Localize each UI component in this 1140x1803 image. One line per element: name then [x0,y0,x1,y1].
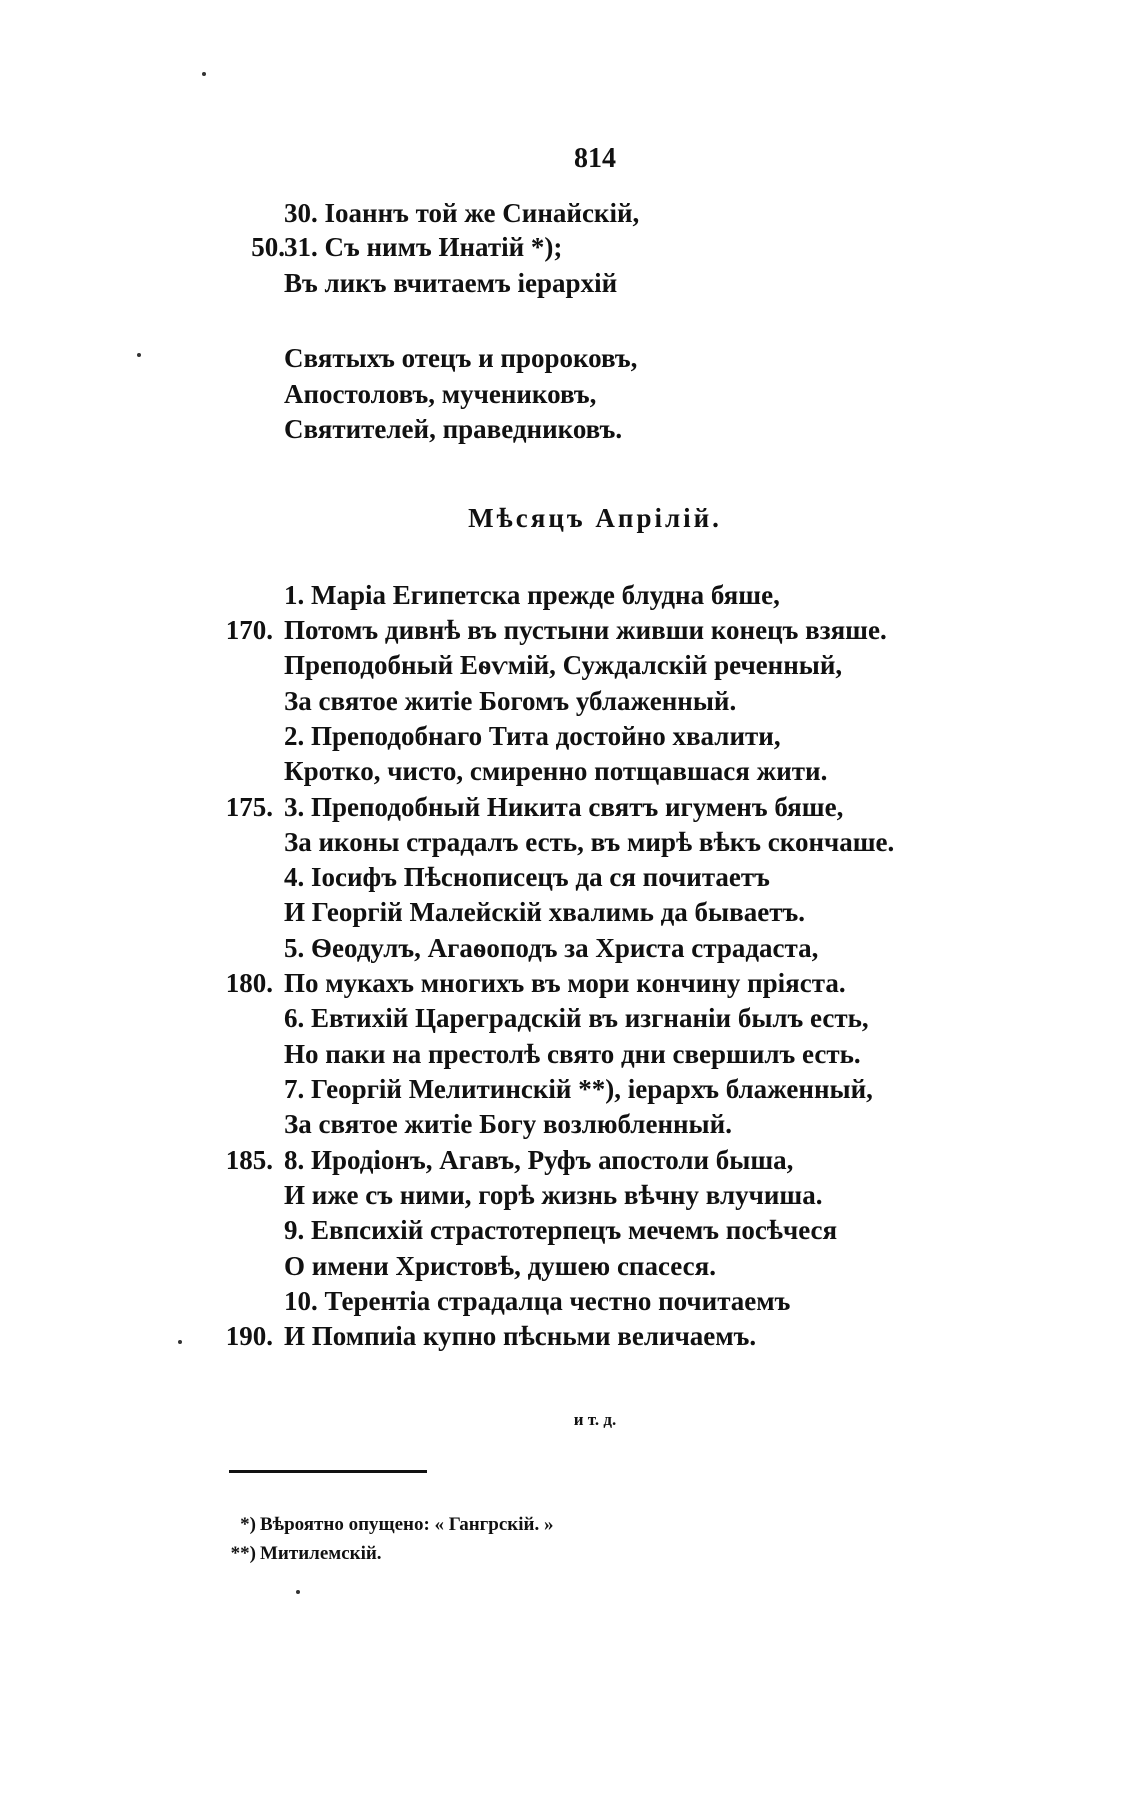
scan-speck [137,353,141,357]
footnote-mark: *) [240,1514,256,1535]
verse-line: 1. Маріа Египетска прежде блудна бяше, [284,580,780,610]
verse-line: Святителей, праведниковъ. [284,414,623,444]
footnote-text: Вѣроятно опущено: « Гангрскій. » [260,1514,554,1535]
verse-line: 2. Преподобнаго Тита достойно хвалити, [284,721,781,751]
verse-line: 6. Евтихій Цареградскій въ изгнаніи былъ есть, [284,1003,869,1033]
footnote [230,1543,382,1565]
verse-line: Святыхъ отецъ и пророковъ, [284,343,638,373]
verse-line: Апостоловъ, мучениковъ, [284,379,597,409]
verse-line: За святое житіе Богомъ ублаженный. [284,686,737,716]
scan-speck [296,1590,300,1594]
verse-line: 3. Преподобный Никита святъ игуменъ бяше, [284,792,844,822]
etc-mark: и т. д. [573,1410,617,1429]
scan-speck [202,72,206,76]
verse-line: 10. Терентіа страдалца честно почитаемъ [284,1286,791,1316]
verse-line: 9. Евпсихій страстотерпецъ мечемъ посѣчеся [284,1215,838,1245]
line-number: 170. [225,615,273,645]
verse-line: За иконы страдалъ есть, въ мирѣ вѣкъ скончаше. [284,827,895,857]
verse-line: По мукахъ многихъ въ мори кончину пріяста. [284,968,846,998]
verse-line: Кротко, чисто, смиренно потщавшася жити. [284,756,828,786]
verse-line: И Помпиіа купно пѣсньми величаемъ. [284,1321,757,1351]
footnote-mark: **) [230,1543,256,1564]
verse-line: Преподобный Еѳѵмій, Суждалскій реченный, [284,650,843,680]
line-number: 190. [225,1321,273,1351]
verse-line: Но паки на престолѣ свято дни свершилъ есть. [284,1039,861,1069]
footnote-rule [229,1470,427,1473]
line-number: 175. [225,792,273,822]
footnote-text: Митилемскій. [260,1543,382,1564]
verse-line: О имени Христовѣ, душею спасеся. [284,1251,716,1281]
line-number: 50. [251,232,285,262]
verse-line: 8. Иродіонъ, Агавъ, Руфъ апостоли быша, [284,1145,794,1175]
month-heading: Мѣсяцъ Апрілій. [468,503,722,533]
page-number: 814 [574,143,616,174]
verse-line: Въ ликъ вчитаемъ іерархій [284,268,618,298]
verse-line: 30. Іоаннъ той же Синайскій, [284,198,640,228]
scan-speck [178,1340,182,1344]
verse-line: За святое житіе Богу возлюбленный. [284,1109,732,1139]
verse-line: 4. Іосифъ Пѣснописецъ да ся почитаетъ [284,862,770,892]
line-number: 185. [225,1145,273,1175]
verse-line: 5. Ѳеодулъ, Агаѳоподъ за Христа страдаста, [284,933,819,963]
line-number: 180. [225,968,273,998]
verse-line: Потомъ дивнѣ въ пустыни живши конецъ взяше. [284,615,887,645]
verse-line: И Георгій Малейскій хвалимь да бываетъ. [284,897,805,927]
verse-line: 31. Съ нимъ Инатій *); [284,232,563,262]
footnote [240,1514,554,1536]
verse-line: 7. Георгій Мелитинскій **), іерархъ блаженный, [284,1074,873,1104]
verse-line: И иже съ ними, горѣ жизнь вѣчну влучиша. [284,1180,823,1210]
